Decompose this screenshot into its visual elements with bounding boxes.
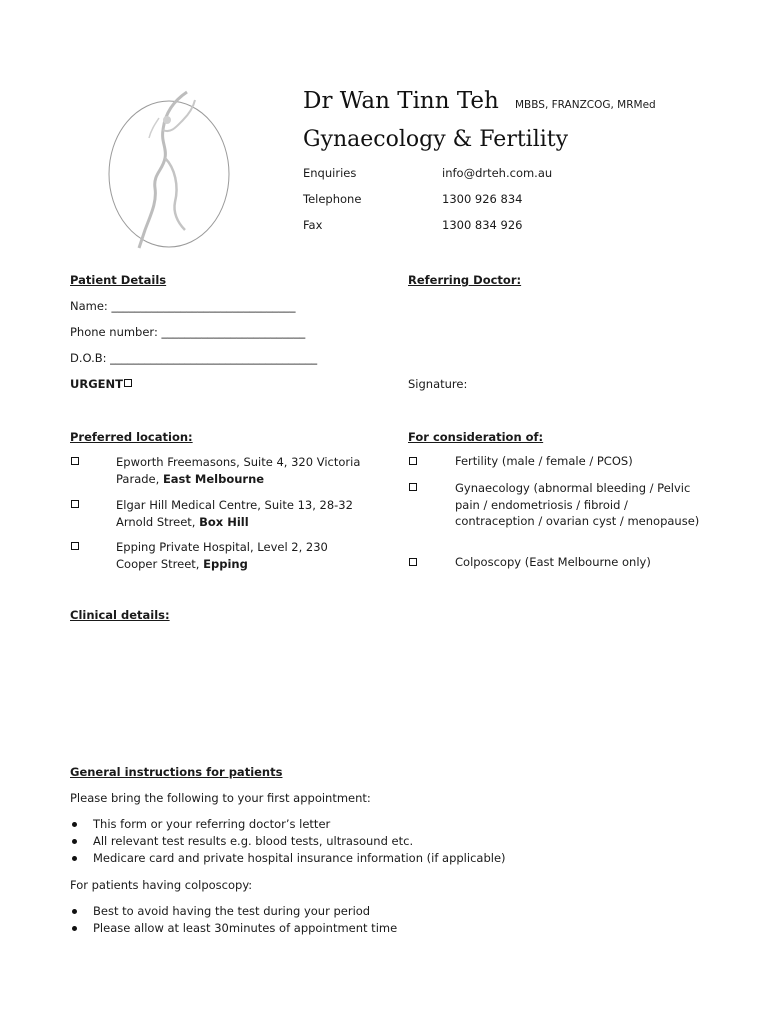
patient-details-heading: Patient Details xyxy=(70,273,167,287)
consideration-option-colposcopy: Colposcopy (East Melbourne only) xyxy=(455,555,651,569)
bring-item: Medicare card and private hospital insurance information (if applicable) xyxy=(93,851,506,865)
contact-label-telephone: Telephone xyxy=(303,192,362,206)
urgent-label: URGENT xyxy=(70,377,123,391)
bullet-icon xyxy=(72,926,77,931)
location-checkbox-box-hill[interactable] xyxy=(71,500,79,508)
consideration-heading: For consideration of: xyxy=(408,430,544,444)
phone-field[interactable]: Phone number: _________________________ xyxy=(70,325,306,339)
bullet-icon xyxy=(72,909,77,914)
referring-doctor-heading: Referring Doctor: xyxy=(408,273,522,287)
contact-label-fax: Fax xyxy=(303,218,323,232)
dob-field[interactable]: D.O.B: ____________________________________ xyxy=(70,351,318,365)
consideration-checkbox-colposcopy[interactable] xyxy=(409,558,417,566)
bring-item: All relevant test results e.g. blood tests, ultrasound etc. xyxy=(93,834,414,848)
consideration-option-fertility: Fertility (male / female / PCOS) xyxy=(455,454,633,468)
preferred-location-heading: Preferred location: xyxy=(70,430,193,444)
contact-value-telephone: 1300 926 834 xyxy=(442,192,523,206)
location-option-box-hill: Elgar Hill Medical Centre, Suite 13, 28-32 Arnold Street, Box Hill xyxy=(116,498,353,529)
consideration-option-gynaecology: Gynaecology (abnormal bleeding / Pelvic pain / endometriosis / fibroid / contraception / ovarian cyst / menopause) xyxy=(455,481,700,528)
bullet-icon xyxy=(72,822,77,827)
location-checkbox-epping[interactable] xyxy=(71,542,79,550)
bullet-icon xyxy=(72,856,77,861)
colposcopy-item: Best to avoid having the test during your period xyxy=(93,904,371,918)
instructions-intro: Please bring the following to your first appointment: xyxy=(70,791,371,805)
location-option-east-melbourne: Epworth Freemasons, Suite 4, 320 Victoria Parade, East Melbourne xyxy=(116,455,361,486)
consideration-checkbox-fertility[interactable] xyxy=(409,457,417,465)
urgent-checkbox[interactable] xyxy=(124,379,132,387)
contact-value-fax: 1300 834 926 xyxy=(442,218,523,232)
specialty: Gynaecology & Fertility xyxy=(303,127,569,152)
colposcopy-item: Please allow at least 30minutes of appointment time xyxy=(93,921,398,935)
clinical-details-heading: Clinical details: xyxy=(70,608,170,622)
credentials: MBBS, FRANZCOG, MRMed xyxy=(515,99,656,111)
location-checkbox-east-melbourne[interactable] xyxy=(71,457,79,465)
signature-label: Signature: xyxy=(408,377,468,391)
bring-item: This form or your referring doctor’s letter xyxy=(93,817,331,831)
location-option-epping: Epping Private Hospital, Level 2, 230 Cooper Street, Epping xyxy=(116,540,328,571)
name-field[interactable]: Name: ________________________________ xyxy=(70,299,296,313)
bullet-icon xyxy=(72,839,77,844)
dancer-logo xyxy=(105,90,235,258)
contact-value-email: info@drteh.com.au xyxy=(442,166,553,180)
consideration-checkbox-gynaecology[interactable] xyxy=(409,483,417,491)
colposcopy-intro: For patients having colposcopy: xyxy=(70,878,253,892)
doctor-name: Dr Wan Tinn Teh xyxy=(303,88,499,114)
contact-label-enquiries: Enquiries xyxy=(303,166,357,180)
clinical-details-area[interactable] xyxy=(70,628,700,758)
instructions-heading: General instructions for patients xyxy=(70,765,283,779)
